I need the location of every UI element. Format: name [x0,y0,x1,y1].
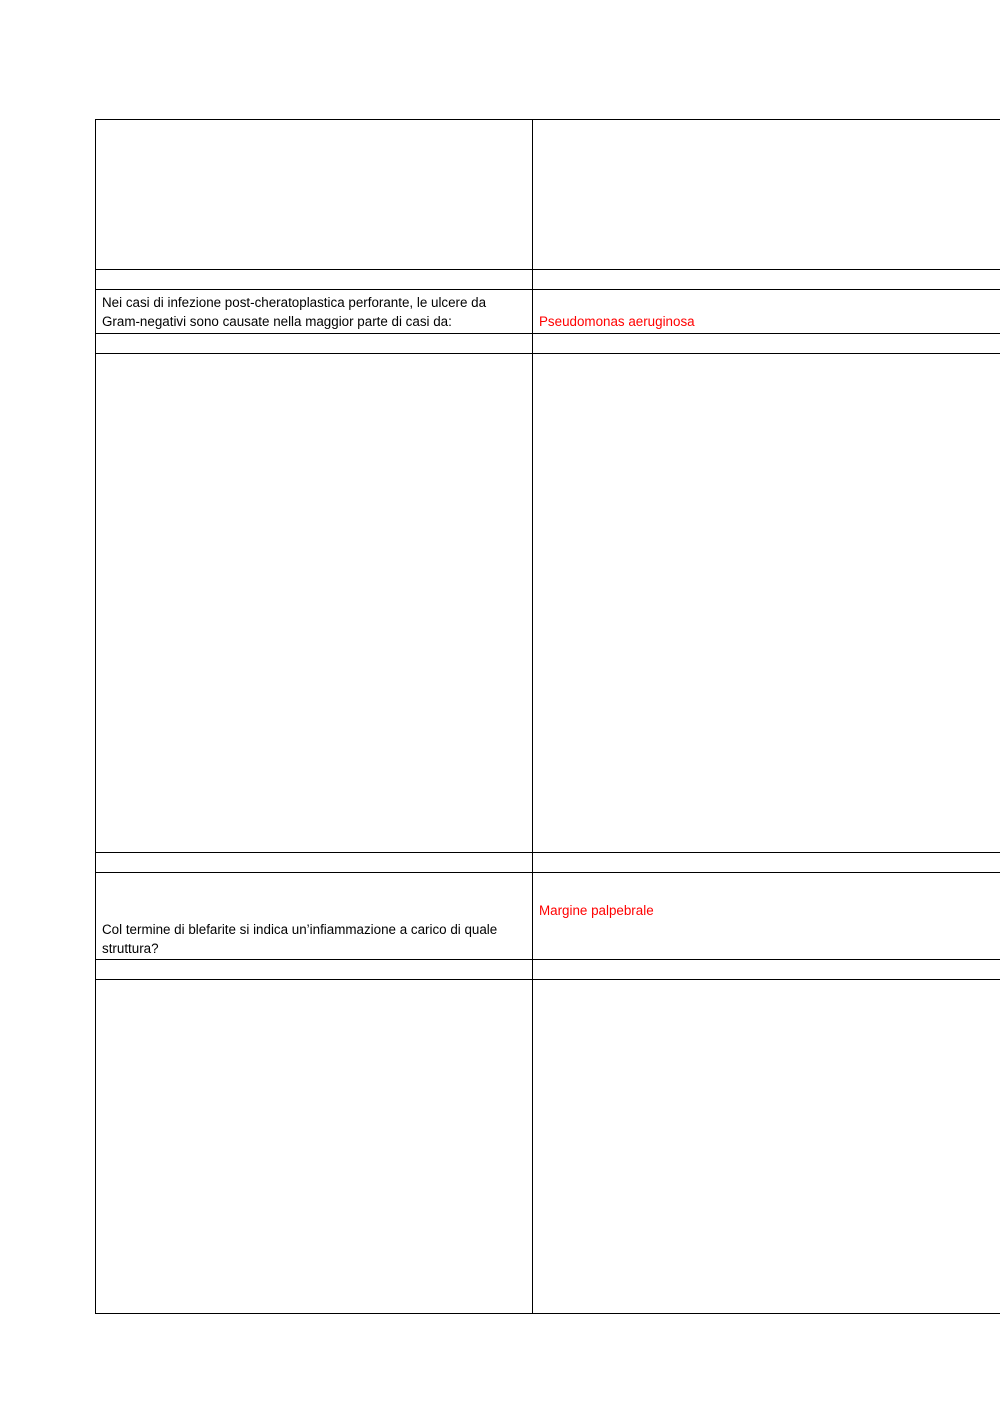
empty-cell [533,270,1000,290]
empty-cell [96,270,533,290]
question-cell: Col termine di blefarite si indica un’infiammazione a carico di quale struttura? [96,873,533,960]
empty-cell [533,853,1000,873]
empty-cell [96,120,533,270]
empty-cell [96,853,533,873]
answer-cell: Margine palpebrale [533,873,1000,960]
table-row-spacer [96,334,1000,354]
table-row-blank [96,980,1000,1314]
empty-cell [533,354,1000,853]
empty-cell [533,120,1000,270]
empty-cell [533,334,1000,354]
qa-table-container [95,119,1000,1313]
table-row-spacer [96,853,1000,873]
answer-cell: Pseudomonas aeruginosa [533,290,1000,334]
table-row-question [96,873,1000,960]
question-cell: Nei casi di infezione post-cheratoplastica perforante, le ulcere da Gram-negativi sono causate nella maggior parte di casi da: [96,290,533,334]
empty-cell [96,354,533,853]
table-row-blank [96,354,1000,853]
table-row-question [96,290,1000,334]
empty-cell [533,960,1000,980]
empty-cell [96,980,533,1314]
qa-table [95,119,1000,1314]
empty-cell [96,334,533,354]
table-row-spacer [96,270,1000,290]
empty-cell [96,960,533,980]
table-row-spacer [96,960,1000,980]
table-row-blank [96,120,1000,270]
empty-cell [533,980,1000,1314]
